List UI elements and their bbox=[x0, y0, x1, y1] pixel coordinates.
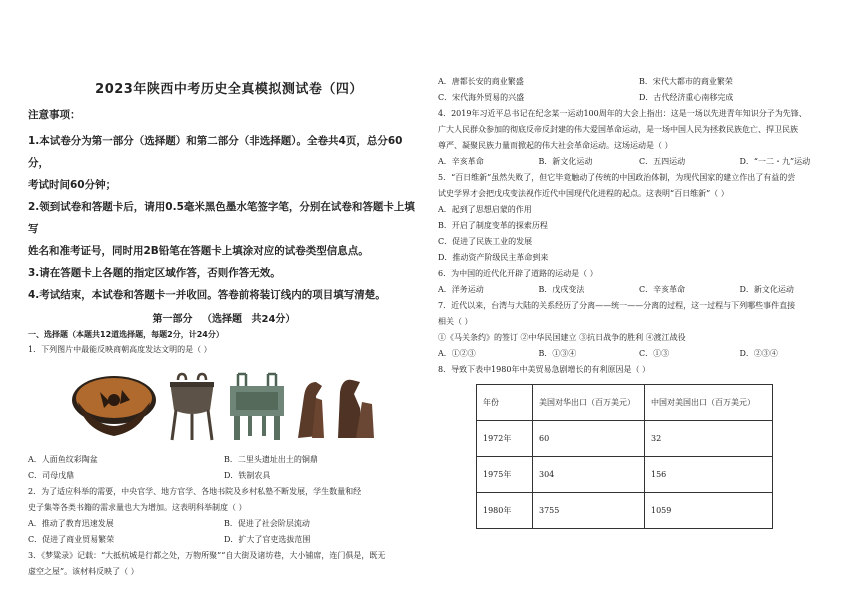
option-c[interactable]: C．辛亥革命 bbox=[639, 285, 686, 294]
option-c[interactable]: C．五四运动 bbox=[639, 157, 686, 166]
question-2-stem: 2．为了适应科举的需要，中央官学、地方官学、各地书院及乡村私塾不断发展，学生数量和经 bbox=[28, 487, 362, 496]
option-a[interactable]: A．人面鱼纹彩陶盆 bbox=[28, 455, 98, 464]
option-b[interactable]: B．宋代大都市的商业繁荣 bbox=[639, 77, 733, 86]
question-4-options bbox=[438, 154, 840, 170]
option-d[interactable]: D．②③④ bbox=[739, 349, 778, 358]
option-a[interactable]: A．洋务运动 bbox=[438, 285, 484, 294]
note-line: 4.考试结束，本试卷和答题卡一并收回。答卷前将装订线内的项目填写清楚。 bbox=[28, 289, 386, 301]
table-cell: 1059 bbox=[645, 493, 773, 529]
table-cell: 1972年 bbox=[477, 421, 533, 457]
option-d[interactable]: D．扩大了官吏选拔范围 bbox=[224, 535, 311, 544]
table-cell: 1975年 bbox=[477, 457, 533, 493]
option-d[interactable]: D．新文化运动 bbox=[739, 285, 794, 294]
iron-tools-image bbox=[294, 372, 378, 442]
notes-heading: 注意事项： bbox=[28, 109, 81, 121]
option-b[interactable]: B．戊戌变法 bbox=[538, 285, 585, 294]
option-c[interactable]: C．司母戊鼎 bbox=[28, 471, 75, 480]
question-3-stem: 3．《梦粱录》记载：“大抵杭城是行都之处，万物所聚”“自大街及诸坊巷，大小铺席，连门俱是，既无 bbox=[28, 551, 386, 560]
table-header-row bbox=[477, 385, 773, 421]
option-b[interactable]: B．二里头遗址出土的铜鼎 bbox=[224, 455, 318, 464]
table-header-cell: 中国对美国出口（百万美元） bbox=[645, 385, 773, 421]
question-1-options bbox=[28, 452, 420, 468]
option-a[interactable]: A．①②③ bbox=[438, 349, 476, 358]
option-c[interactable]: C．促进了商业贸易繁荣 bbox=[28, 535, 115, 544]
table-cell: 3755 bbox=[533, 493, 645, 529]
exam-title: 2023年陕西中考历史全真模拟测试卷（四） bbox=[95, 82, 363, 97]
note-line: 1.本试卷分为第一部分（选择题）和第二部分（非选择题）。全卷共4页，总分60分， bbox=[28, 135, 403, 169]
option-a[interactable]: A．唐都长安的商业繁盛 bbox=[438, 77, 524, 86]
question-7-stem: 7．近代以来，台湾与大陆的关系经历了分离——统一——分离的过程，这一过程与下列哪些事件直接 bbox=[438, 301, 796, 310]
note-line: 考试时间60分钟； bbox=[28, 179, 117, 191]
option-a[interactable]: A．起到了思想启蒙的作用 bbox=[438, 205, 532, 214]
option-a[interactable]: A．推动了教育迅速发展 bbox=[28, 519, 114, 528]
table-cell: 156 bbox=[645, 457, 773, 493]
question-8-stem: 8．导致下表中1980年中美贸易急剧增长的有利原因是（ ） bbox=[438, 365, 650, 374]
table-cell: 60 bbox=[533, 421, 645, 457]
question-2-options bbox=[28, 532, 420, 548]
question-3-options bbox=[438, 90, 840, 106]
note-line: 3.请在答题卡上各题的指定区域作答，否则作答无效。 bbox=[28, 267, 281, 279]
question-6-stem: 6．为中国的近代化开辟了道路的运动是（ ） bbox=[438, 269, 598, 278]
question-2-options bbox=[28, 516, 420, 532]
option-c[interactable]: C．①③ bbox=[639, 349, 670, 358]
table-cell: 32 bbox=[645, 421, 773, 457]
question-3-stem: 虚空之屋”。该材料反映了（ ） bbox=[28, 567, 139, 576]
question-1-images bbox=[28, 362, 420, 442]
simuwu-ding-image bbox=[226, 372, 288, 442]
option-b[interactable]: B．促进了社会阶层流动 bbox=[224, 519, 310, 528]
left-column bbox=[28, 78, 420, 580]
right-column bbox=[438, 74, 840, 529]
option-c[interactable]: C．促进了民族工业的发展 bbox=[438, 237, 533, 246]
table-header-cell: 美国对华出口（百万美元） bbox=[533, 385, 645, 421]
part1-title: 第一部分 （选择题 共24分） bbox=[152, 314, 296, 325]
table-row bbox=[477, 457, 773, 493]
table-header-cell: 年份 bbox=[477, 385, 533, 421]
option-d[interactable]: D．铁制农具 bbox=[224, 471, 271, 480]
option-d[interactable]: D．古代经济重心南移完成 bbox=[639, 93, 734, 102]
question-6-options bbox=[438, 282, 840, 298]
question-5-stem: 试史学界才会把戊戌变法视作近代中国现代化进程的起点。这表明“百日维新”（ ） bbox=[438, 189, 729, 198]
trade-table bbox=[476, 384, 773, 529]
option-b[interactable]: B．①③④ bbox=[538, 349, 577, 358]
question-1-options bbox=[28, 468, 420, 484]
note-line: 姓名和准考证号，同时用2B铅笔在答题卡上填涂对应的试卷类型信息点。 bbox=[28, 245, 369, 257]
option-d[interactable]: D．“一二・九”运动 bbox=[739, 157, 811, 166]
question-3-options bbox=[438, 74, 840, 90]
question-5-stem: 5．“百日维新”虽然失败了，但它毕竟触动了传统的中国政治体制，为现代国家的建立作出了有益的尝 bbox=[438, 173, 796, 182]
question-7-options bbox=[438, 346, 840, 362]
question-4-stem: 广大人民群众参加的彻底反帝反封建的伟大爱国革命运动，是一场中国人民为拯救民族危亡、捍卫民族 bbox=[438, 125, 798, 134]
option-b[interactable]: B．开启了制度变革的探索历程 bbox=[438, 221, 548, 230]
erlitou-ding-image bbox=[164, 372, 220, 442]
section-heading: 一、选择题（本题共12道选择题，每题2分，计24分） bbox=[28, 330, 224, 339]
table-cell: 1980年 bbox=[477, 493, 533, 529]
option-c[interactable]: C．宋代海外贸易的兴盛 bbox=[438, 93, 525, 102]
question-1-stem: 1．下列图片中最能反映商朝高度发达文明的是（ ） bbox=[28, 345, 212, 354]
question-7-events: ①《马关条约》的签订 ②中华民国建立 ③抗日战争的胜利 ④渡江战役 bbox=[438, 333, 686, 342]
option-b[interactable]: B．新文化运动 bbox=[538, 157, 593, 166]
pottery-basin-image bbox=[70, 372, 158, 442]
option-d[interactable]: D．推动资产阶级民主革命到来 bbox=[438, 253, 549, 262]
table-row bbox=[477, 493, 773, 529]
question-2-stem: 史子集等各类书籍的需求量也大为增加。这表明科举制度（ ） bbox=[28, 503, 247, 512]
table-cell: 304 bbox=[533, 457, 645, 493]
question-4-stem: 尊严、凝聚民族力量而掀起的伟大社会革命运动。这场运动是（ ） bbox=[438, 141, 673, 150]
question-4-stem: 4．2019年习近平总书记在纪念某一运动100周年的大会上指出：这是一场以先进青年知识分子为先锋、 bbox=[438, 109, 807, 118]
note-line: 2.领到试卷和答题卡后，请用0.5毫米黑色墨水笔签字笔，分别在试卷和答题卡上填写 bbox=[28, 201, 415, 235]
table-row bbox=[477, 421, 773, 457]
option-a[interactable]: A．辛亥革命 bbox=[438, 157, 484, 166]
question-7-stem: 相关（ ） bbox=[438, 317, 473, 326]
